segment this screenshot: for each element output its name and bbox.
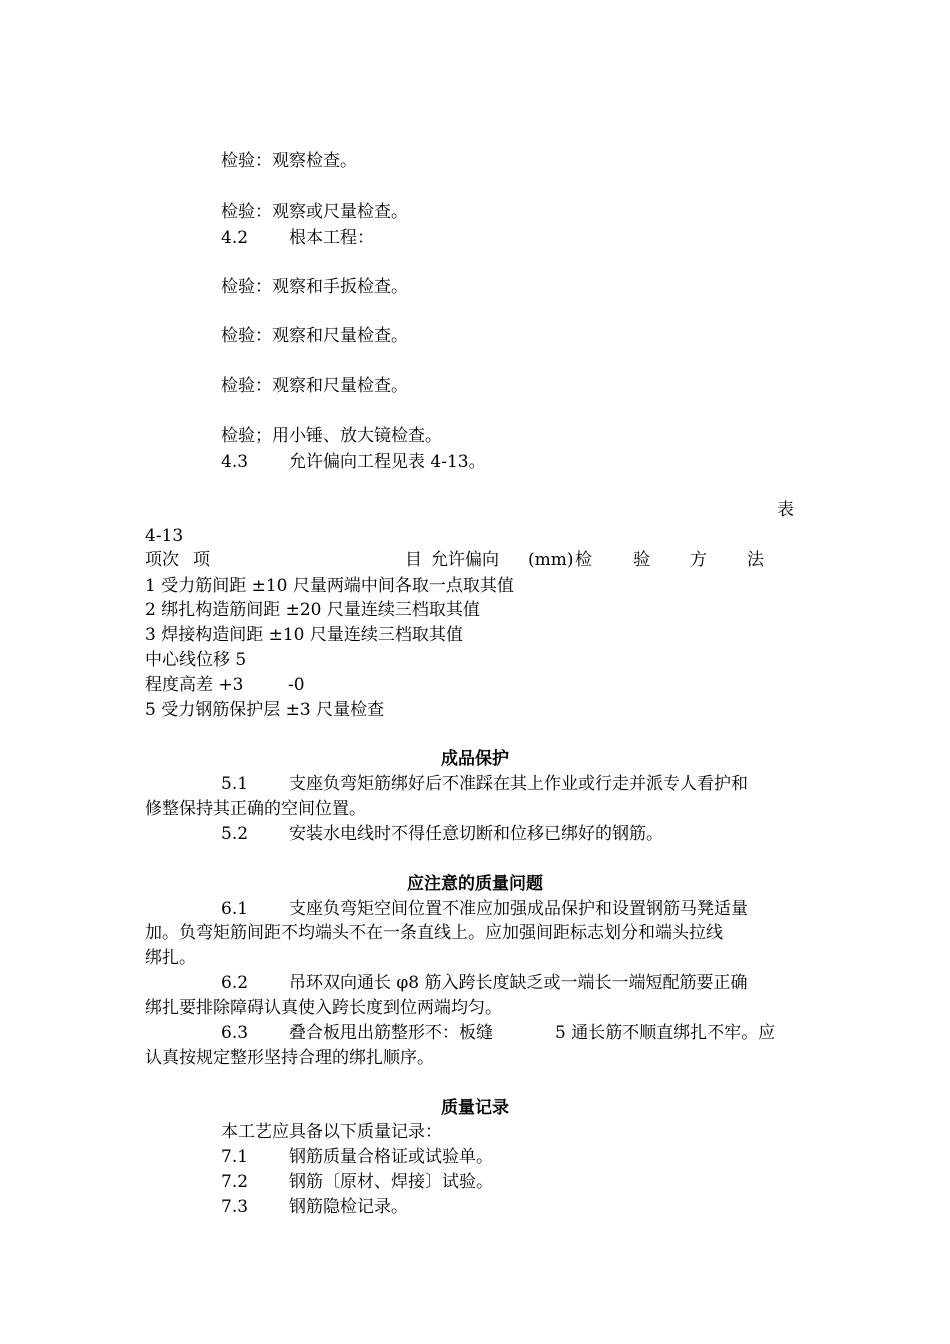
subsection-number: 4.3 (221, 452, 249, 472)
subsection-4-3 (221, 451, 486, 473)
section-title-quality-issues: 应注意的质量问题 (407, 874, 543, 894)
paragraph-continuation: 绑扎。 (145, 948, 196, 968)
subsection-title: 允许偏向工程见表 4-13。 (289, 452, 486, 472)
paragraph-continuation: 修整保持其正确的空间位置。 (145, 799, 366, 819)
records-intro: 本工艺应具备以下质量记录： (221, 1122, 442, 1142)
paragraph-5-2 (221, 823, 663, 845)
table-header (145, 549, 785, 571)
paragraph-number: 6.3 (221, 1023, 249, 1043)
section-title-quality-records: 质量记录 (441, 1098, 509, 1118)
item-text: 钢筋质量合格证或试验单。 (289, 1147, 493, 1167)
paragraph-continuation: 加。负弯矩筋间距不均端头不在一条直线上。应加强间距标志划分和端头拉线 (145, 923, 723, 943)
table-label: 表 (777, 500, 794, 520)
item-number: 7.2 (221, 1172, 249, 1192)
row-text-extra: -0 (288, 675, 305, 695)
item-number: 7.3 (221, 1197, 249, 1217)
paragraph-5-1 (221, 773, 748, 795)
subsection-4-2 (221, 227, 374, 249)
item-text: 钢筋〔原材、焊接〕试验。 (289, 1172, 493, 1192)
paragraph-text: 安装水电线时不得任意切断和位移已绑好的钢筋。 (289, 824, 663, 844)
inspection-line-6: 检验；用小锤、放大镜检查。 (221, 426, 442, 446)
paragraph-text: 支座负弯矩空间位置不准应加强成品保护和设置钢筋马凳适量 (289, 899, 748, 919)
inspection-line-3: 检验：观察和手扳检查。 (221, 277, 408, 297)
inspection-line-5: 检验：观察和尺量检查。 (221, 376, 408, 396)
header-item-no: 项次 (145, 550, 179, 570)
inspection-line-1: 检验：观察检查。 (221, 151, 357, 171)
subsection-title: 根本工程： (289, 228, 374, 248)
header-item-end: 目 (405, 550, 422, 570)
paragraph-6-1 (221, 898, 748, 920)
paragraph-number: 6.1 (221, 899, 249, 919)
paragraph-text: 吊环双向通长 φ8 筋入跨长度缺乏或一端长一端短配筋要正确 (289, 973, 748, 993)
header-method-3: 方 (690, 550, 707, 570)
inspection-line-2: 检验：观察或尺量检查。 (221, 202, 408, 222)
paragraph-text: 支座负弯矩筋绑好后不准踩在其上作业或行走并派专人看护和 (289, 774, 748, 794)
header-unit: (mm) (528, 550, 574, 570)
header-tolerance: 允许偏向 (431, 550, 499, 570)
list-item (221, 1146, 493, 1168)
paragraph-text-extra: 5 通长筋不顺直绑扎不牢。应 (555, 1023, 776, 1043)
paragraph-6-3 (221, 1022, 811, 1044)
section-title-protection: 成品保护 (441, 749, 509, 769)
header-method-1: 检 (575, 550, 592, 570)
list-item (221, 1196, 408, 1218)
header-item: 项 (193, 550, 210, 570)
table-row: 5 受力钢筋保护层 ±3 尺量检查 (145, 700, 385, 720)
table-row: 2 绑扎构造筋间距 ±20 尺量连续三档取其值 (145, 600, 480, 620)
table-row: 中心线位移 5 (145, 650, 247, 670)
header-method-4: 法 (747, 550, 764, 570)
subsection-number: 4.2 (221, 228, 249, 248)
paragraph-continuation: 绑扎要排除障碍认真使入跨长度到位两端均匀。 (145, 998, 502, 1018)
header-method-2: 验 (633, 550, 650, 570)
list-item (221, 1171, 493, 1193)
table-row: 3 焊接构造间距 ±10 尺量连续三档取其值 (145, 625, 463, 645)
paragraph-continuation: 认真按规定整形坚持合理的绑扎顺序。 (145, 1048, 434, 1068)
paragraph-number: 5.2 (221, 824, 249, 844)
item-number: 7.1 (221, 1147, 249, 1167)
row-text: 程度高差 +3 (145, 675, 244, 695)
table-row: 1 受力筋间距 ±10 尺量两端中间各取一点取其值 (145, 576, 514, 596)
table-row (145, 674, 445, 696)
paragraph-number: 6.2 (221, 973, 249, 993)
inspection-line-4: 检验：观察和尺量检查。 (221, 326, 408, 346)
paragraph-text: 叠合板甩出筋整形不：板缝 (289, 1023, 493, 1043)
table-number: 4-13 (145, 526, 184, 546)
item-text: 钢筋隐检记录。 (289, 1197, 408, 1217)
paragraph-number: 5.1 (221, 774, 249, 794)
paragraph-6-2 (221, 972, 748, 994)
